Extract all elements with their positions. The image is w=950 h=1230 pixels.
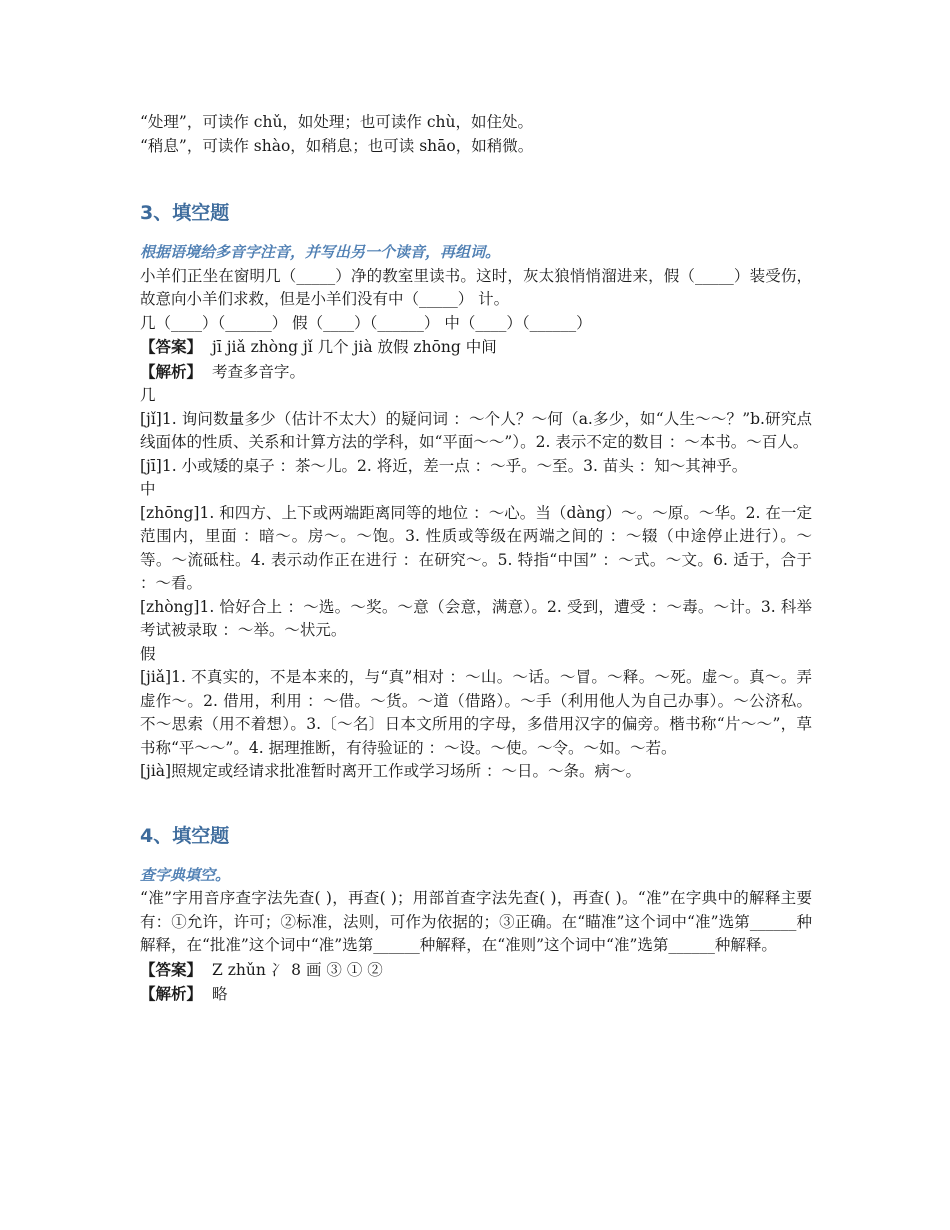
question-4-analysis xyxy=(140,982,812,1007)
question-3-instruction: 根据语境给多音字注音，并写出另一个读音，再组词。 xyxy=(140,243,501,261)
analysis-text: 略 xyxy=(212,985,228,1003)
question-4-answer xyxy=(140,958,812,983)
answer-text: jī jiǎ zhòng jǐ 几个 jià 放假 zhōng 中间 xyxy=(212,338,497,356)
zhong-definition-2: [zhòng]1. 恰好合上 ：～选。～奖。～意（会意，满意）。2. 受到，遭受 ：～毒。～计。3. 科举考试被录取 ：～举。～状元。 xyxy=(140,597,812,639)
question-4-text: “准”字用音序查字法先查( )，再查( )；用部首查字法先查( )，再查( )。“准”在字典中的解释主要有：①允许，许可；②标准，法则，可作为依据的；③正确。在“瞄准”这个词中“准”选第______种解释，在“批准”这个词中“准”选第______种解释，在“准则”这个词中“准”选第______种解释。 xyxy=(140,889,812,954)
intro-line-chu: “处理”，可读作 chǔ，如处理；也可读作 chù，如住处。 xyxy=(140,113,533,131)
ji-definition-1: [jǐ]1. 询问数量多少（估计不太大）的疑问词 ：～个人？～何（a.多少，如“人生～～？”b.研究点线面体的性质、关系和计算方法的学科，如“平面～～”）。2. 表示不定的数目 ：～本书。～百人。 xyxy=(140,409,812,451)
zhong-definition-1: [zhōng]1. 和四方、上下或两端距离同等的地位 ：～心。当（dàng）～。～原。～华。2. 在一定范围内，里面 ：暗～。房～。～饱。3. 性质或等级在两端之间的 ：～辍（中途停止进行）。～等。～流砥柱。4. 表示动作正在进行 ：在研究～。5. 特指“中国” ：～式。～文。6. 适于，合于 ：～看。 xyxy=(140,503,812,592)
intro-line-shao: “稍息”，可读作 shào，如稍息；也可读 shāo，如稍微。 xyxy=(140,136,534,155)
answer-label: 【答案】 xyxy=(140,959,203,979)
analysis-text: 考查多音字。 xyxy=(212,362,306,381)
char-jia: 假 xyxy=(140,644,156,663)
char-zhong: 中 xyxy=(140,480,156,498)
question-3-analysis xyxy=(140,360,812,385)
analysis-label: 【解析】 xyxy=(140,984,203,1003)
question-3-text: 小羊们正坐在窗明几（_____）净的教室里读书。这时，灰太狼悄悄溜进来，假（_____）装受伤，故意向小羊们求救，但是小羊们没有中（_____） 计。 xyxy=(140,266,812,308)
question-3-heading: 3、填空题 xyxy=(140,202,230,224)
document-page xyxy=(140,111,812,1007)
question-4-instruction: 查字典填空。 xyxy=(140,865,231,884)
question-4-heading: 4、填空题 xyxy=(140,824,230,847)
question-3-blanks: 几（____）（______） 假（____）（______） 中（____）（______） xyxy=(140,313,592,332)
jia-definition-1: [jiǎ]1. 不真实的，不是本来的，与“真”相对 ：～山。～话。～冒。～释。～死。虚～。真～。弄虚作～。2. 借用，利用 ：～借。～货。～道（借路）。～手（利用他人为自己办事）。～公济私。不～思索（用不着想）。3.〔～名〕日本文所用的字母，多借用汉字的偏旁。楷书称“片～～”，草书称“平～～”。4. 据理推断，有待验证的 ：～设。～使。～令。～如。～若。 xyxy=(140,668,812,757)
jia-definition-2: [jià]照规定或经请求批准暂时离开工作或学习场所 ：～日。～条。病～。 xyxy=(140,762,642,780)
answer-text: Z zhǔn 冫 8 画 ③ ① ② xyxy=(212,960,383,979)
ji-definition-2: [jī]1. 小或矮的桌子 ：茶～儿。2. 将近，差一点 ：～乎。～至。3. 苗头 ：知～其神乎。 xyxy=(140,456,748,475)
char-ji: 几 xyxy=(140,386,156,404)
answer-label: 【答案】 xyxy=(140,337,203,356)
question-3-answer xyxy=(140,335,812,360)
analysis-label: 【解析】 xyxy=(140,361,203,381)
